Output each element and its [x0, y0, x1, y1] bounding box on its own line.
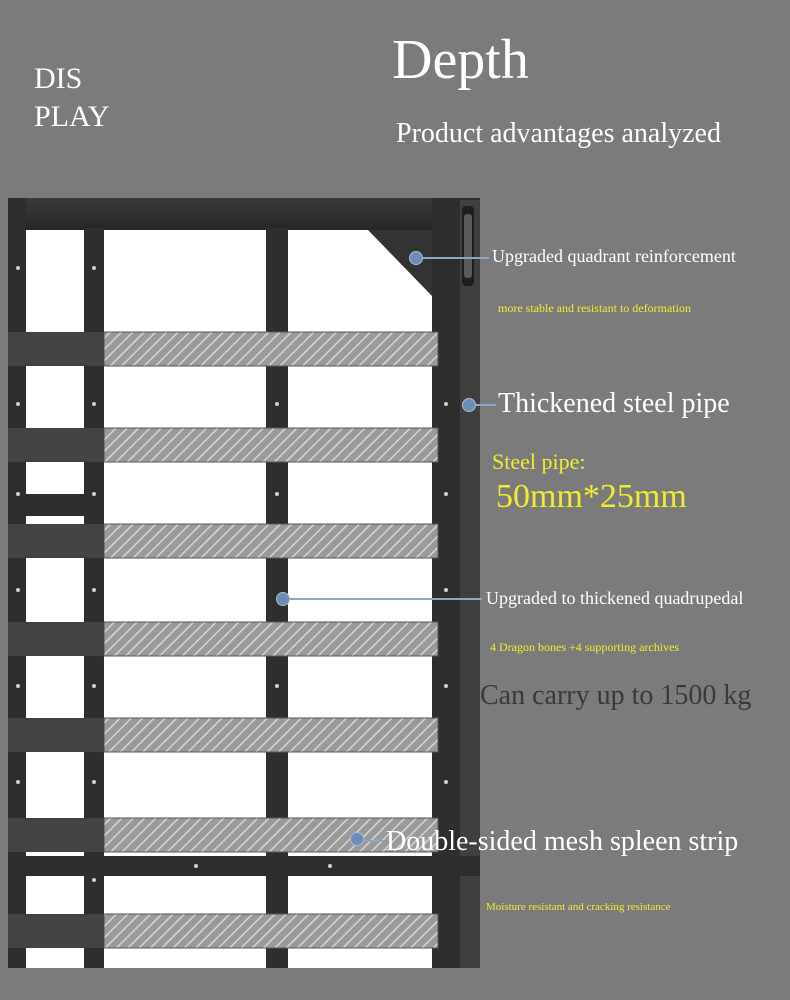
callout-mesh-strip-label: Double-sided mesh spleen strip [386, 826, 739, 857]
display-label-line1: DIS [34, 62, 83, 95]
bottom-crossbar [8, 856, 480, 876]
load-capacity-text: Can carry up to 1500 kg [480, 680, 752, 711]
callout-steel-pipe-label: Thickened steel pipe [498, 388, 730, 419]
callout-quadrupedal-label: Upgraded to thickened quadrupedal [486, 588, 744, 608]
callout-line-steel-pipe [476, 404, 496, 406]
callout-line-reinforcement [423, 257, 489, 259]
callout-dot-quadrupedal [276, 592, 290, 606]
display-label-line2: PLAY [34, 100, 110, 133]
callout-line-mesh-strip [364, 840, 384, 842]
left-outer-rail [8, 198, 26, 968]
callout-reinforcement-label: Upgraded quadrant reinforcement [492, 246, 736, 266]
page-subtitle: Product advantages analyzed [396, 118, 721, 149]
callout-dot-mesh-strip [350, 832, 364, 846]
page-title: Depth [392, 29, 529, 91]
steel-pipe-spec-label: Steel pipe: [492, 449, 586, 474]
callout-quadrupedal-detail: 4 Dragon bones +4 supporting archives [490, 640, 680, 654]
callout-reinforcement-detail: more stable and resistant to deformation [498, 301, 691, 315]
callout-dot-reinforcement [409, 251, 423, 265]
callout-dot-steel-pipe [462, 398, 476, 412]
callout-line-quadrupedal [290, 598, 482, 600]
top-rail [8, 198, 480, 230]
callout-mesh-strip-detail: Moisture resistant and cracking resistance [486, 901, 671, 913]
steel-pipe-spec-value: 50mm*25mm [496, 478, 687, 515]
